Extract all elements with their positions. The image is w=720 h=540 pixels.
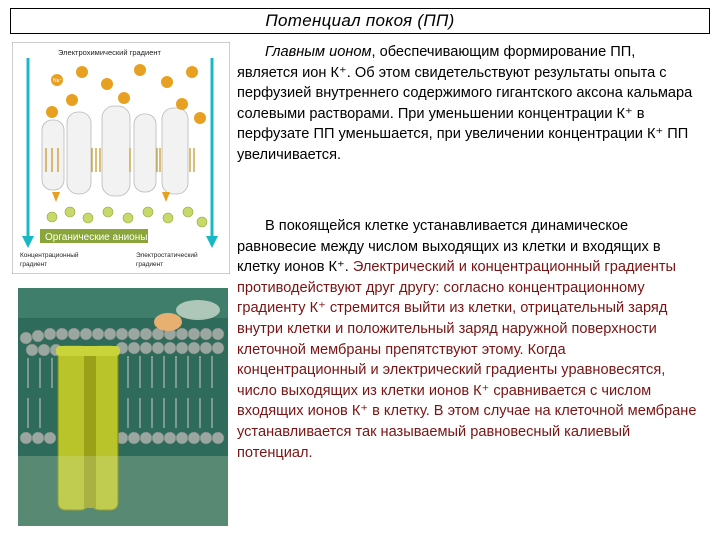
main-ion-lead: Главным ионом <box>265 44 372 60</box>
electrostatic-gradient-label: Электростатический градиент <box>136 252 198 268</box>
paragraph-main-ion <box>237 42 697 166</box>
concentration-gradient-label: Концентрационный градиент <box>20 252 79 268</box>
top-gradient-label: Электрохимический градиент <box>58 48 161 57</box>
equilibrium-first-sentence: В покоящейся клетке устанавливается динамическое равновесие между числом выходящих из клетки и входящих в клетку ионов К⁺. <box>237 218 661 276</box>
na-ion-label: Na⁺ <box>53 78 63 84</box>
glycoprotein-icon <box>154 313 182 331</box>
equilibrium-rest-text: Электрический и концентрационный градиенты противодействуют друг другу: согласно концентрационному градиенту К⁺ стремится выйти из клетки, отрицательный заряд внутри клетки и положительный заряд наружной поверхности клеточной мембраны препятствуют этому. Когда концентрационный и электрический градиенты уравновесятся, число выходящих из клетки ионов К⁺ сравнивается с числом входящих ионов К⁺ в клетку. В этом случае на клеточной мембране устанавливается так называемый равновесный калиевый потенциал. <box>237 259 697 461</box>
membrane-channel-figure <box>18 288 228 526</box>
paragraph-equilibrium <box>237 216 697 463</box>
main-ion-text: , обеспечивающим формирование ПП, является ион К⁺. Об этом свидетельствуют результаты опыта с перфузией внутреннего содержимого гигантского аксона кальмара солевыми растворами. При уменьшении концентрации К⁺ в перфузате ПП уменьшается, при увеличении концентрации К⁺ ПП увеличивается. <box>237 44 693 163</box>
title-box <box>10 8 710 34</box>
electrochemical-gradient-figure <box>12 42 230 274</box>
slide-title: Потенциал покоя (ПП) <box>265 11 455 30</box>
anions-label: Органические анионы <box>45 232 148 243</box>
